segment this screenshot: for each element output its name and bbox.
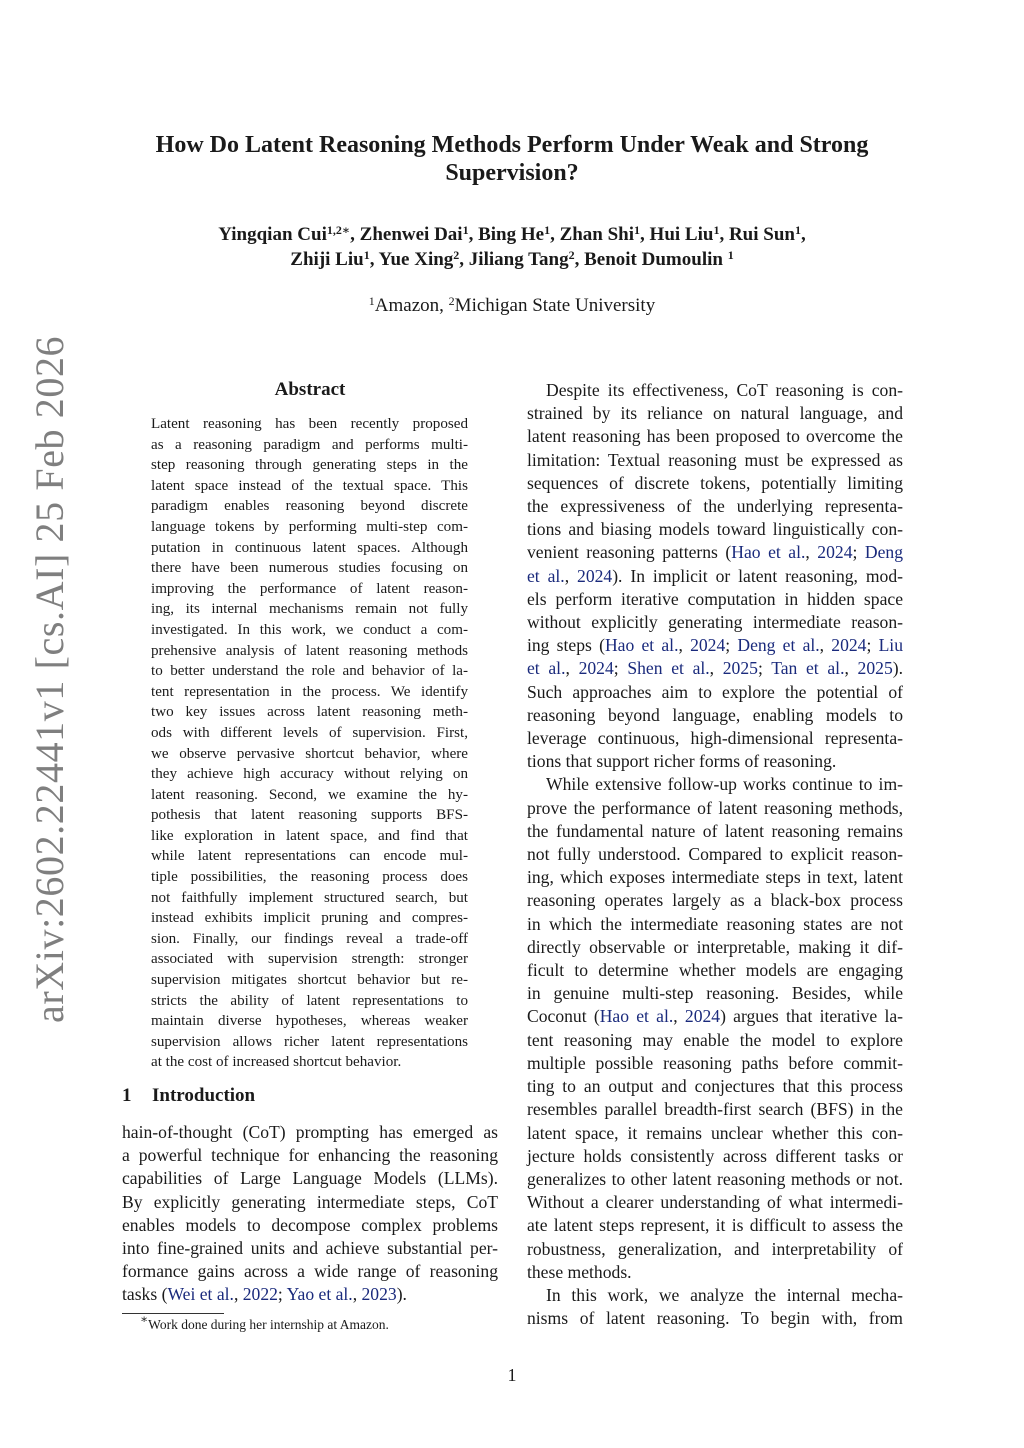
citation-link[interactable]: 2024 [577, 565, 613, 586]
text-line [527, 750, 903, 773]
author-separator: , [800, 224, 806, 245]
author [469, 249, 584, 270]
text-span: ). In implicit or latent reasoning, mod- [612, 565, 903, 586]
author-line-1 [0, 222, 1024, 247]
author-name: Benoit Dumoulin [584, 249, 723, 270]
abstract-body [151, 414, 468, 1073]
text-line [527, 1191, 903, 1214]
text-line [527, 472, 903, 495]
footnote-mark: ∗ [140, 1312, 149, 1326]
text-line [527, 889, 903, 912]
text-line [122, 1144, 498, 1167]
footnote-text: Work done during her internship at Amazon. [148, 1317, 389, 1332]
author-name: Bing He [478, 224, 545, 245]
author-affiliation: 1 [713, 223, 720, 237]
citation-link[interactable]: Hao et al. [731, 542, 806, 563]
section-heading [122, 1084, 255, 1108]
text-line [527, 449, 903, 472]
text-line [122, 1283, 498, 1306]
text-line: sion. Finally, our findings reveal a trade-off [151, 930, 468, 947]
text-line [527, 773, 903, 796]
text-line: latent space instead of the textual space. This [151, 477, 468, 494]
text-line: like exploration in latent space, and find that [151, 827, 468, 844]
section-number: 1 [122, 1085, 132, 1106]
author-list [0, 222, 1024, 272]
author-name: Yingqian Cui [218, 224, 327, 245]
citation-link[interactable]: 2024 [578, 658, 614, 679]
text-line [527, 634, 903, 657]
text-span: ing steps ( [527, 635, 605, 656]
text-line: they achieve high accuracy without relying on [151, 766, 468, 783]
author [729, 224, 806, 245]
footnote-rule [122, 1313, 224, 1314]
text-span: reasoning operates largely as a black-box process [527, 890, 903, 911]
text-span: ; [757, 658, 772, 679]
text-span: without explicitly generating intermediate reason- [527, 612, 903, 633]
text-line: associated with supervision strength: stronger [151, 951, 468, 968]
citation-link[interactable]: 2024 [831, 635, 867, 656]
text-line [527, 1122, 903, 1145]
text-line: investigated. In this work, we conduct a com- [151, 621, 468, 638]
text-span: , [844, 658, 858, 679]
author-affiliation: 1 [634, 223, 641, 237]
text-span: multiple possible reasoning paths before commit- [527, 1052, 903, 1073]
text-line: while latent representations can encode mul- [151, 848, 468, 865]
text-span: , [565, 658, 579, 679]
text-span: ate latent steps represent, it is difficult to assess the [527, 1215, 903, 1236]
text-line [527, 982, 903, 1005]
text-span: Coconut ( [527, 1006, 600, 1027]
author-mark: ∗ [341, 223, 351, 237]
text-span: ; [852, 542, 865, 563]
citation-link[interactable]: 2024 [684, 1006, 721, 1027]
text-line [527, 1052, 903, 1075]
text-span: into fine-grained units and achieve substantial per- [122, 1238, 498, 1259]
text-span: strained by its reliance on natural language, and [527, 403, 903, 424]
text-span: the expressiveness of the underlying representa- [527, 496, 903, 517]
author [584, 249, 734, 270]
text-line [527, 1075, 903, 1098]
author-name: Yue Xing [378, 249, 454, 270]
text-span: , [678, 635, 691, 656]
text-span: in which the intermediate reasoning states are not [527, 913, 903, 934]
text-line: not faithfully implement structured search, but [151, 889, 468, 906]
text-span: While extensive follow-up works continue to im- [546, 774, 903, 795]
text-line [527, 1098, 903, 1121]
author-separator: , [640, 224, 650, 245]
text-span: jecture holds consistently across different tasks or [527, 1145, 903, 1166]
author-name: Jiliang Tang [468, 249, 569, 270]
author-separator: , [468, 224, 479, 245]
text-line: pothesis that latent reasoning supports BFS- [151, 807, 468, 824]
citation-link[interactable]: Yao et al. [286, 1284, 353, 1305]
citation-link[interactable]: Liu [878, 635, 903, 656]
text-line [122, 1121, 498, 1144]
text-line: supervision allows richer latent representations [151, 1033, 468, 1050]
text-line [527, 1005, 903, 1028]
author-affiliation: 1 [544, 223, 551, 237]
text-span: Despite its effectiveness, CoT reasoning is con- [546, 380, 903, 400]
text-line: Latent reasoning has been recently proposed [151, 416, 468, 432]
author-separator: , [550, 224, 560, 245]
arxiv-stamp: arXiv:2602.22441v1 [cs.AI] 25 Feb 2026 [27, 335, 72, 1023]
text-line [527, 611, 903, 634]
text-line: putation in continuous latent spaces. Although [151, 539, 468, 556]
affiliation-separator: , [439, 295, 449, 316]
affiliation-name: Amazon [374, 295, 440, 316]
text-span: not fully understood. Compared to explicit reason- [527, 844, 903, 865]
citation-link[interactable]: Wei et al. [167, 1284, 234, 1305]
text-line: to better understand the role and behavior of la- [151, 663, 468, 680]
text-span: tions that support richer forms of reasoning. [527, 751, 837, 772]
text-span: ). [396, 1284, 407, 1305]
text-span: a powerful technique for enhancing the reasoning [122, 1145, 498, 1166]
citation-link[interactable]: Hao et al. [599, 1006, 674, 1027]
citation-link[interactable]: et al. [527, 658, 566, 679]
text-span: , [709, 658, 723, 679]
text-line [527, 913, 903, 936]
author-affiliation: 1 [363, 248, 370, 262]
author-name: Zhiji Liu [290, 249, 364, 270]
text-line: tiple possibilities, the reasoning process does [151, 869, 468, 886]
page-number: 1 [507, 1365, 517, 1385]
author-name: Rui Sun [728, 224, 795, 245]
text-line [527, 565, 903, 588]
text-line [527, 797, 903, 820]
text-span: Such approaches aim to explore the potential of [527, 681, 903, 702]
text-line: ods with different levels of supervision. First, [151, 724, 468, 741]
text-line [527, 1145, 903, 1168]
citation-link[interactable]: Shen et al. [627, 658, 710, 679]
author-separator: , [350, 224, 360, 245]
text-line: we observe pervasive shortcut behavior, where [151, 745, 468, 762]
text-line: improving the performance of latent reason- [151, 580, 468, 597]
text-span: hain-of-thought (CoT) prompting has emerged as [122, 1122, 498, 1142]
text-line [122, 1214, 498, 1237]
text-span: ing, which exposes intermediate steps in text, latent [527, 867, 903, 888]
author [650, 224, 729, 245]
text-line [122, 1167, 498, 1190]
author-separator: , [719, 224, 729, 245]
text-span: reasoning beyond language, enabling models to [527, 704, 903, 725]
text-line: there have been numerous studies focusing on [151, 560, 468, 577]
text-span: limitation: Textual reasoning must be expressed as [527, 449, 903, 470]
author-affiliation: 2 [453, 248, 460, 262]
text-line [527, 1261, 903, 1284]
text-span: , [819, 635, 832, 656]
introduction-right-column [527, 379, 903, 1330]
affiliations [0, 294, 1024, 318]
author-line-2 [0, 247, 1024, 272]
abstract-heading: Abstract [274, 379, 346, 400]
text-span: capabilities of Large Language Models (LLMs). [122, 1168, 498, 1189]
text-line: as a reasoning paradigm and performs multi- [151, 436, 468, 453]
text-span: leverage continuous, high-dimensional representa- [527, 728, 903, 749]
text-line [527, 704, 903, 727]
text-span: generalizes to other latent reasoning methods or not. [527, 1168, 903, 1189]
author [290, 249, 378, 270]
text-line: step reasoning through generating steps in the [151, 457, 468, 474]
author-affiliation: 1 [794, 223, 801, 237]
text-line: ing, its internal mechanisms remain not fully [151, 601, 468, 618]
text-line: instead exhibits implicit pruning and compres- [151, 910, 468, 927]
citation-link[interactable]: Deng et al. [737, 635, 820, 656]
text-span: ; [725, 635, 738, 656]
text-line: supervision mitigates shortcut behavior but re- [151, 972, 468, 989]
citation-link[interactable]: Deng [864, 542, 903, 563]
text-span: resembles parallel breadth-first search (BFS) in the [527, 1099, 903, 1120]
text-line [122, 1260, 498, 1283]
text-span: in genuine multi-step reasoning. Besides, while [527, 983, 903, 1004]
author [379, 249, 469, 270]
author-separator: , [369, 249, 379, 270]
text-span: , [673, 1006, 685, 1027]
text-span: ). [892, 658, 903, 679]
text-line [527, 379, 903, 402]
text-line [122, 1191, 498, 1214]
text-line [527, 820, 903, 843]
text-line: latent reasoning. Second, we examine the hy- [151, 786, 468, 803]
affiliation [369, 295, 449, 316]
text-span: sequences of discrete tokens, potentially limiting [527, 472, 903, 493]
text-line [527, 843, 903, 866]
text-line [527, 518, 903, 541]
author-separator: , [574, 249, 585, 270]
text-span: In this work, we analyze the internal mecha- [546, 1284, 903, 1305]
text-span: latent space, it remains unclear whether this con- [527, 1122, 903, 1143]
text-line [527, 495, 903, 518]
text-span: ; [277, 1284, 287, 1305]
text-span: ting to an output and conjectures that this process [527, 1076, 903, 1097]
text-span: , [564, 565, 578, 586]
text-line: language tokens by performing multi-step com- [151, 518, 468, 535]
text-line: paradigm enables reasoning beyond discrete [151, 498, 468, 515]
text-span: Without a clearer understanding of what intermedi- [527, 1192, 903, 1213]
text-line: at the cost of increased shortcut behavior. [151, 1054, 402, 1071]
author-affiliation: 2 [568, 248, 575, 262]
text-line [527, 1168, 903, 1191]
affiliation [449, 295, 656, 316]
text-span: the fundamental nature of latent reasoning remains [527, 820, 903, 841]
citation-link[interactable]: et al. [527, 565, 565, 586]
author [560, 224, 650, 245]
text-span: tions and biasing models toward linguistically con- [527, 519, 903, 540]
text-span: latent reasoning has been proposed to overcome the [527, 426, 903, 447]
text-line: two key issues across latent reasoning meth- [151, 704, 468, 721]
text-span: ; [613, 658, 628, 679]
text-line: stricts the ability of latent representations to [151, 992, 468, 1009]
text-span: By explicitly generating intermediate steps, CoT [122, 1191, 498, 1212]
text-line [527, 727, 903, 750]
text-line: maintain diverse hypotheses, whereas weaker [151, 1013, 468, 1030]
text-span: , [805, 542, 818, 563]
text-span: tasks ( [122, 1284, 168, 1305]
citation-link[interactable]: Hao et al. [604, 635, 679, 656]
text-line [527, 936, 903, 959]
text-span: ) argues that iterative la- [720, 1006, 903, 1027]
author-separator: , [459, 249, 469, 270]
text-span: enables models to decompose complex problems [122, 1214, 498, 1235]
section-title: Introduction [152, 1085, 256, 1106]
affiliation-number: 2 [448, 294, 455, 308]
text-span: venient reasoning patterns ( [527, 542, 732, 563]
affiliation-number: 1 [368, 294, 375, 308]
text-line: tent representation in the process. We identify [151, 683, 468, 700]
citation-link[interactable]: 2024 [690, 635, 726, 656]
title-line-1: How Do Latent Reasoning Methods Perform Under Weak and Strong [155, 132, 869, 158]
text-line [527, 657, 903, 680]
title-line-2: Supervision? [445, 160, 579, 186]
citation-link[interactable]: 2023 [361, 1284, 397, 1305]
citation-link[interactable]: 2022 [242, 1284, 278, 1305]
author [360, 224, 478, 245]
text-line [527, 425, 903, 448]
text-span: , [352, 1284, 362, 1305]
introduction-left-column [122, 1121, 498, 1307]
text-line [527, 959, 903, 982]
citation-link[interactable]: Tan et al. [771, 658, 845, 679]
text-span: ficult to determine whether models are engaging [527, 960, 903, 981]
text-line [527, 402, 903, 425]
text-span: prove the performance of latent reasoning methods, [527, 797, 903, 818]
text-span: these methods. [527, 1261, 632, 1282]
text-line [527, 1238, 903, 1261]
author-affiliation: 1 [462, 223, 469, 237]
affiliation-name: Michigan State University [454, 295, 656, 316]
citation-link[interactable]: 2024 [817, 542, 853, 563]
text-line [527, 588, 903, 611]
author-affiliation: 1,2 [326, 223, 342, 237]
text-line [527, 1307, 903, 1330]
citation-link[interactable]: 2025 [857, 658, 893, 679]
author [478, 224, 559, 245]
text-line: prehensive analysis of latent reasoning methods [151, 642, 468, 659]
author [218, 224, 359, 245]
paper-title [0, 131, 1024, 187]
text-span: formance gains across a wide range of reasoning [122, 1261, 498, 1282]
text-line [122, 1237, 498, 1260]
author-name: Zhan Shi [559, 224, 635, 245]
citation-link[interactable]: 2025 [722, 658, 758, 679]
text-span: directly observable or interpretable, making it dif- [527, 936, 903, 957]
text-line [527, 681, 903, 704]
text-span: robustness, generalization, and interpretability of [527, 1238, 903, 1259]
text-span: nisms of latent reasoning. To begin with, from [527, 1308, 903, 1329]
author-name: Zhenwei Dai [359, 224, 463, 245]
text-span: ; [866, 635, 879, 656]
text-span: els perform iterative computation in hidden space [527, 588, 903, 609]
text-line [527, 1029, 903, 1052]
text-line [527, 541, 903, 564]
text-span: , [233, 1284, 243, 1305]
text-line [527, 1214, 903, 1237]
text-line [527, 1284, 903, 1307]
footnote [140, 1312, 389, 1333]
author-name: Hui Liu [649, 224, 714, 245]
text-line [527, 866, 903, 889]
author-affiliation: 1 [727, 248, 734, 262]
text-span: tent reasoning may enable the model to explore [527, 1029, 903, 1050]
